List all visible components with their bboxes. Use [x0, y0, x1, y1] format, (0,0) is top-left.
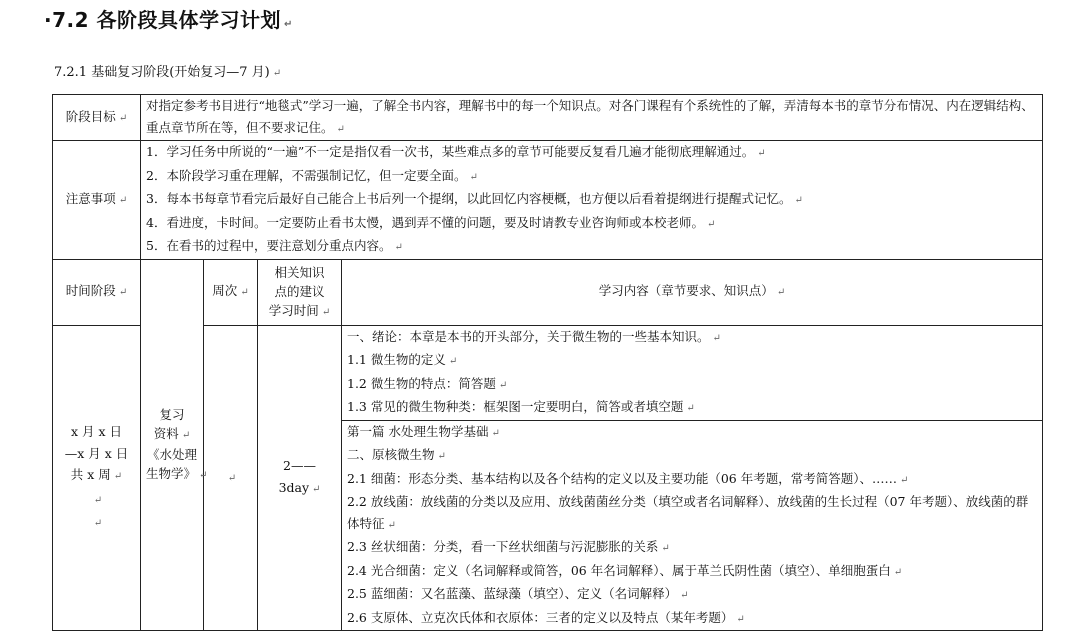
content-line: 1.3 常见的微生物种类：框架图一定要明白，简答或者填空题 ↵ [347, 399, 695, 414]
header-content: 学习内容（章节要求、知识点） ↵ [342, 259, 1043, 325]
study-plan-table [52, 94, 1043, 631]
content-line: 2.2 放线菌：放线菌的分类以及应用、放线菌菌丝分类（填空或者名词解释）、放线菌的生长过程（07 年考题）、放线菌的群体特征 ↵ [347, 494, 1029, 531]
paragraph-mark-icon: ↵ [272, 68, 282, 79]
note-item: 2．本阶段学习重在理解，不需强制记忆，但一定要全面。 ↵ [146, 167, 478, 183]
goal-text: 对指定参考书目进行“地毯式”学习一遍，了解全书内容，理解书中的每一个知识点。对各门课程有个系统性的了解，弄清每本书的章节分布情况、内在逻辑结构、重点章节所在等，但不要求记住。 [146, 98, 1034, 135]
goal-label-cell [53, 95, 141, 141]
goal-row [53, 95, 1043, 141]
note-item: 4．看进度，卡时间。一定要防止看书太慢，遇到弄不懂的问题，要及时请教专业咨询师或本校老师。 ↵ [146, 214, 716, 230]
content-line: 2.5 蓝细菌：又名蓝藻、蓝绿藻（填空）、定义（名词解释） ↵ [347, 586, 689, 601]
material-line: 复习 [159, 406, 185, 422]
material-line: 生物学》 ↵ [146, 465, 208, 481]
notes-row [53, 141, 1043, 260]
notes-label: 注意事项 [65, 191, 116, 206]
header-week: 周次 ↵ [204, 259, 258, 325]
content-line: 2.1 细菌：形态分类、基本结构以及各个结构的定义以及主要功能（06 年考题，常考简答题）、…… ↵ [347, 470, 909, 486]
content-line: 2.3 丝状细菌：分类，看一下丝状细菌与污泥膨胀的关系 ↵ [347, 539, 670, 554]
note-item: 1．学习任务中所说的“一遍”不一定是指仅看一次书，某些难点多的章节可能要反复看几遍才能彻底理解通过。 ↵ [146, 144, 766, 159]
content-block-prokaryotes [342, 420, 1043, 631]
paragraph-mark-icon: ↵ [118, 195, 128, 206]
section-heading [44, 4, 293, 33]
schedule-header-row [53, 259, 1043, 325]
header-suggested-time: 相关知识 点的建议 学习时间 ↵ [258, 259, 342, 325]
header-time-stage: 时间阶段 ↵ [53, 259, 141, 325]
subsection-heading-text: 7.2.1 基础复习阶段(开始复习—7 月) [54, 65, 270, 80]
content-line: 1.1 微生物的定义 ↵ [347, 352, 458, 367]
note-item: 3．每本书每章节看完后最好自己能合上书后列一个提纲，以此回忆内容梗概，也方便以后看着提纲进行提醒式记忆。 ↵ [146, 191, 803, 206]
subsection-heading [54, 61, 281, 80]
content-line: 2.6 支原体、立克次氏体和衣原体：三者的定义以及特点（某年考题） ↵ [347, 609, 745, 625]
content-line: 1.2 微生物的特点：简答题 ↵ [347, 375, 508, 391]
week-cell: ↵ [204, 325, 258, 631]
content-block-intro [342, 325, 1043, 420]
note-item: 5．在看书的过程中，要注意划分重点内容。 ↵ [146, 238, 403, 253]
content-line: 一、绪论：本章是本书的开头部分，关于微生物的一些基本知识。 ↵ [347, 328, 721, 344]
notes-label-cell [53, 141, 141, 260]
suggested-time-cell: 2——3day ↵ [258, 325, 342, 631]
notes-list-cell [141, 141, 1043, 260]
paragraph-mark-icon: ↵ [118, 112, 128, 124]
material-line: 资料 ↵ [153, 425, 191, 441]
paragraph-mark-icon: ↵ [284, 19, 293, 30]
goal-text-cell [141, 95, 1043, 141]
material-line: 《水处理 [146, 446, 197, 462]
content-line: 二、原核微生物 ↵ [347, 447, 446, 462]
paragraph-mark-icon: ↵ [336, 123, 345, 135]
material-cell [141, 259, 208, 631]
section-heading-text: ·7.2 各阶段具体学习计划 [44, 8, 281, 32]
goal-label: 阶段目标 [65, 108, 116, 124]
content-line: 2.4 光合细菌：定义（名词解释或简答，06 年名词解释）、属于革兰氏阴性菌（填空）、单细胞蛋白 ↵ [347, 562, 903, 578]
time-stage-cell: x 月 x 日 —x 月 x 日 共 x 周 ↵ ↵ ↵ [53, 325, 141, 631]
content-line: 第一篇 水处理生物学基础 ↵ [347, 423, 500, 439]
